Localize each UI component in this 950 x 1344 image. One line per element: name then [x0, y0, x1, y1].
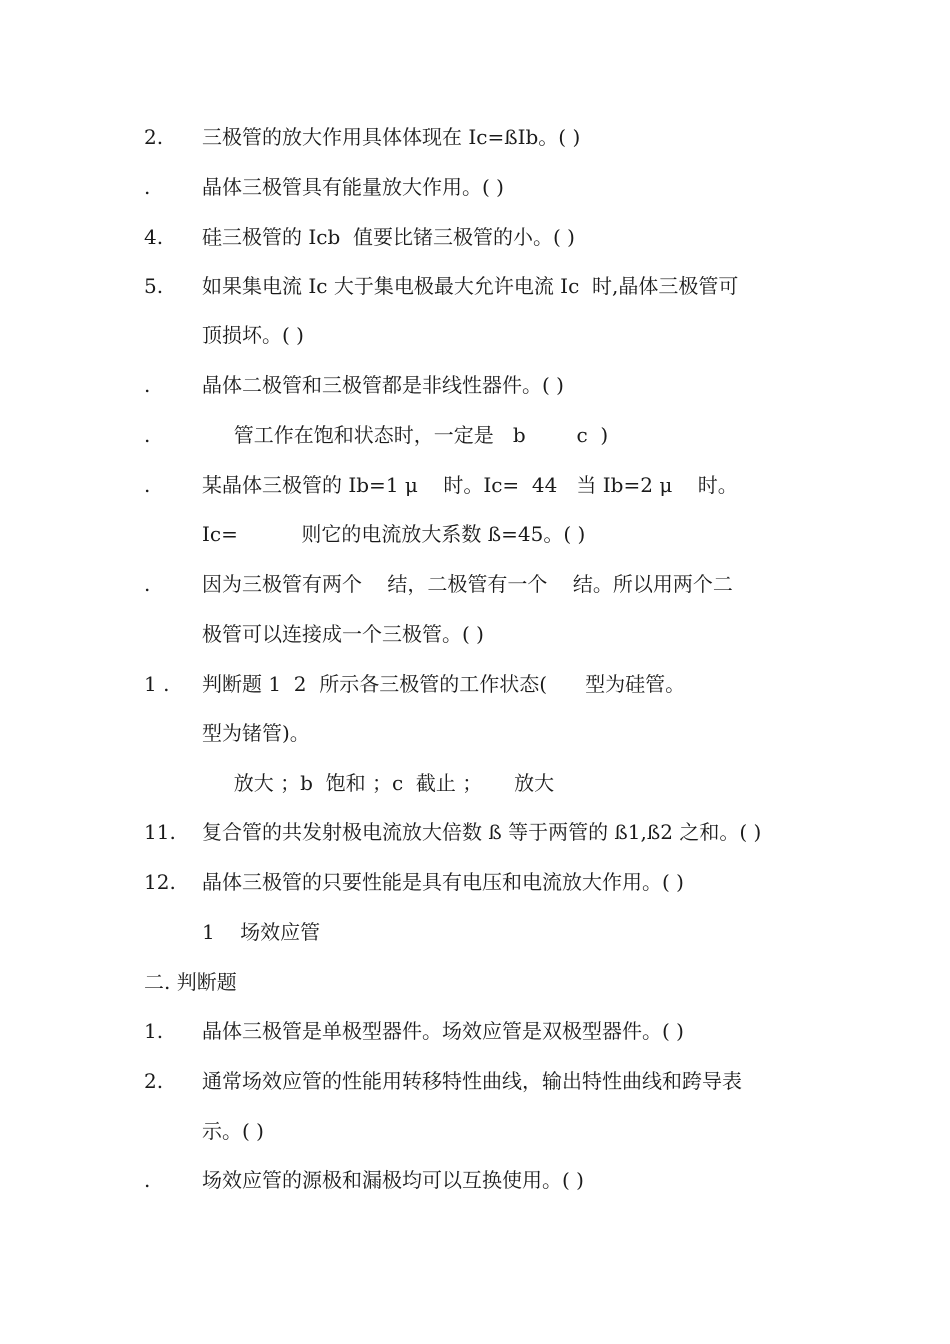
item-text: 晶体二极管和三极管都是非线性器件。( ): [202, 373, 564, 397]
item-number: 2.: [144, 1069, 164, 1093]
item-text: 晶体三极管的只要性能是具有电压和电流放大作用。( ): [202, 870, 684, 894]
item-number: .: [144, 423, 151, 447]
question-line: [0, 420, 950, 450]
question-line: [0, 222, 950, 252]
section-heading: [0, 967, 950, 997]
item-text: 示。( ): [202, 1119, 264, 1143]
item-text: 场效应管的源极和漏极均可以互换使用。( ): [202, 1168, 584, 1192]
item-text: 因为三极管有两个 结，二极管有一个 结。所以用两个二: [202, 572, 733, 596]
item-text: 极管可以连接成一个三极管。( ): [202, 622, 484, 646]
item-number: .: [144, 572, 151, 596]
item-text: 如果集电流 Ic 大于集电极最大允许电流 Ic 时,晶体三极管可: [202, 274, 739, 298]
item-text: 型为锗管)。: [202, 721, 310, 745]
question-line: [0, 718, 950, 748]
question-line: [0, 669, 950, 699]
item-number: .: [144, 473, 151, 497]
question-line: [0, 172, 950, 202]
item-text: 管工作在饱和状态时，一定是 b c ): [202, 423, 609, 447]
question-line: [0, 320, 950, 350]
question-line: [0, 1016, 950, 1046]
question-line: [0, 519, 950, 549]
item-text: 晶体三极管是单极型器件。场效应管是双极型器件。( ): [202, 1019, 684, 1043]
question-line: [0, 768, 950, 798]
item-number: .: [144, 1168, 151, 1192]
question-line: [0, 867, 950, 897]
item-number: 11.: [144, 820, 176, 844]
item-text: 硅三极管的 Icb 值要比锗三极管的小。( ): [202, 225, 575, 249]
section-heading-text: 二. 判断题: [144, 970, 237, 994]
item-number: 4.: [144, 225, 164, 249]
question-line: [0, 122, 950, 152]
question-line: [0, 470, 950, 500]
question-line: [0, 1165, 950, 1195]
item-text: 1 场效应管: [202, 920, 321, 944]
question-line: [0, 817, 950, 847]
item-text: 复合管的共发射极电流放大倍数 ß 等于两管的 ß1,ß2 之和。( ): [202, 820, 762, 844]
item-text: 晶体三极管具有能量放大作用。( ): [202, 175, 504, 199]
item-number: .: [144, 175, 151, 199]
item-number: .: [144, 373, 151, 397]
item-text: 通常场效应管的性能用转移特性曲线，输出特性曲线和跨导表: [202, 1069, 742, 1093]
item-text: 判断题 1 2 所示各三极管的工作状态( 型为硅管。: [202, 672, 686, 696]
item-text: 顶损坏。( ): [202, 323, 304, 347]
question-line: [0, 569, 950, 599]
question-line: [0, 619, 950, 649]
item-number: 2.: [144, 125, 164, 149]
item-number: 5.: [144, 274, 164, 298]
item-text: 三极管的放大作用具体体现在 Ic=ßIb。( ): [202, 125, 581, 149]
question-line: [0, 370, 950, 400]
question-line: [0, 1116, 950, 1146]
item-number: 1 .: [144, 672, 170, 696]
item-text: 放大 ；b 饱和 ；c 截止 ； 放大: [202, 771, 555, 795]
item-text: Ic= 则它的电流放大系数 ß=45。( ): [202, 522, 586, 546]
question-line: [0, 271, 950, 301]
item-number: 1.: [144, 1019, 164, 1043]
question-line: [0, 917, 950, 947]
item-text: 某晶体三极管的 Ib=1 μ 时。Ic= 44 当 Ib=2 μ 时。: [202, 473, 738, 497]
item-number: 12.: [144, 870, 176, 894]
question-line: [0, 1066, 950, 1096]
